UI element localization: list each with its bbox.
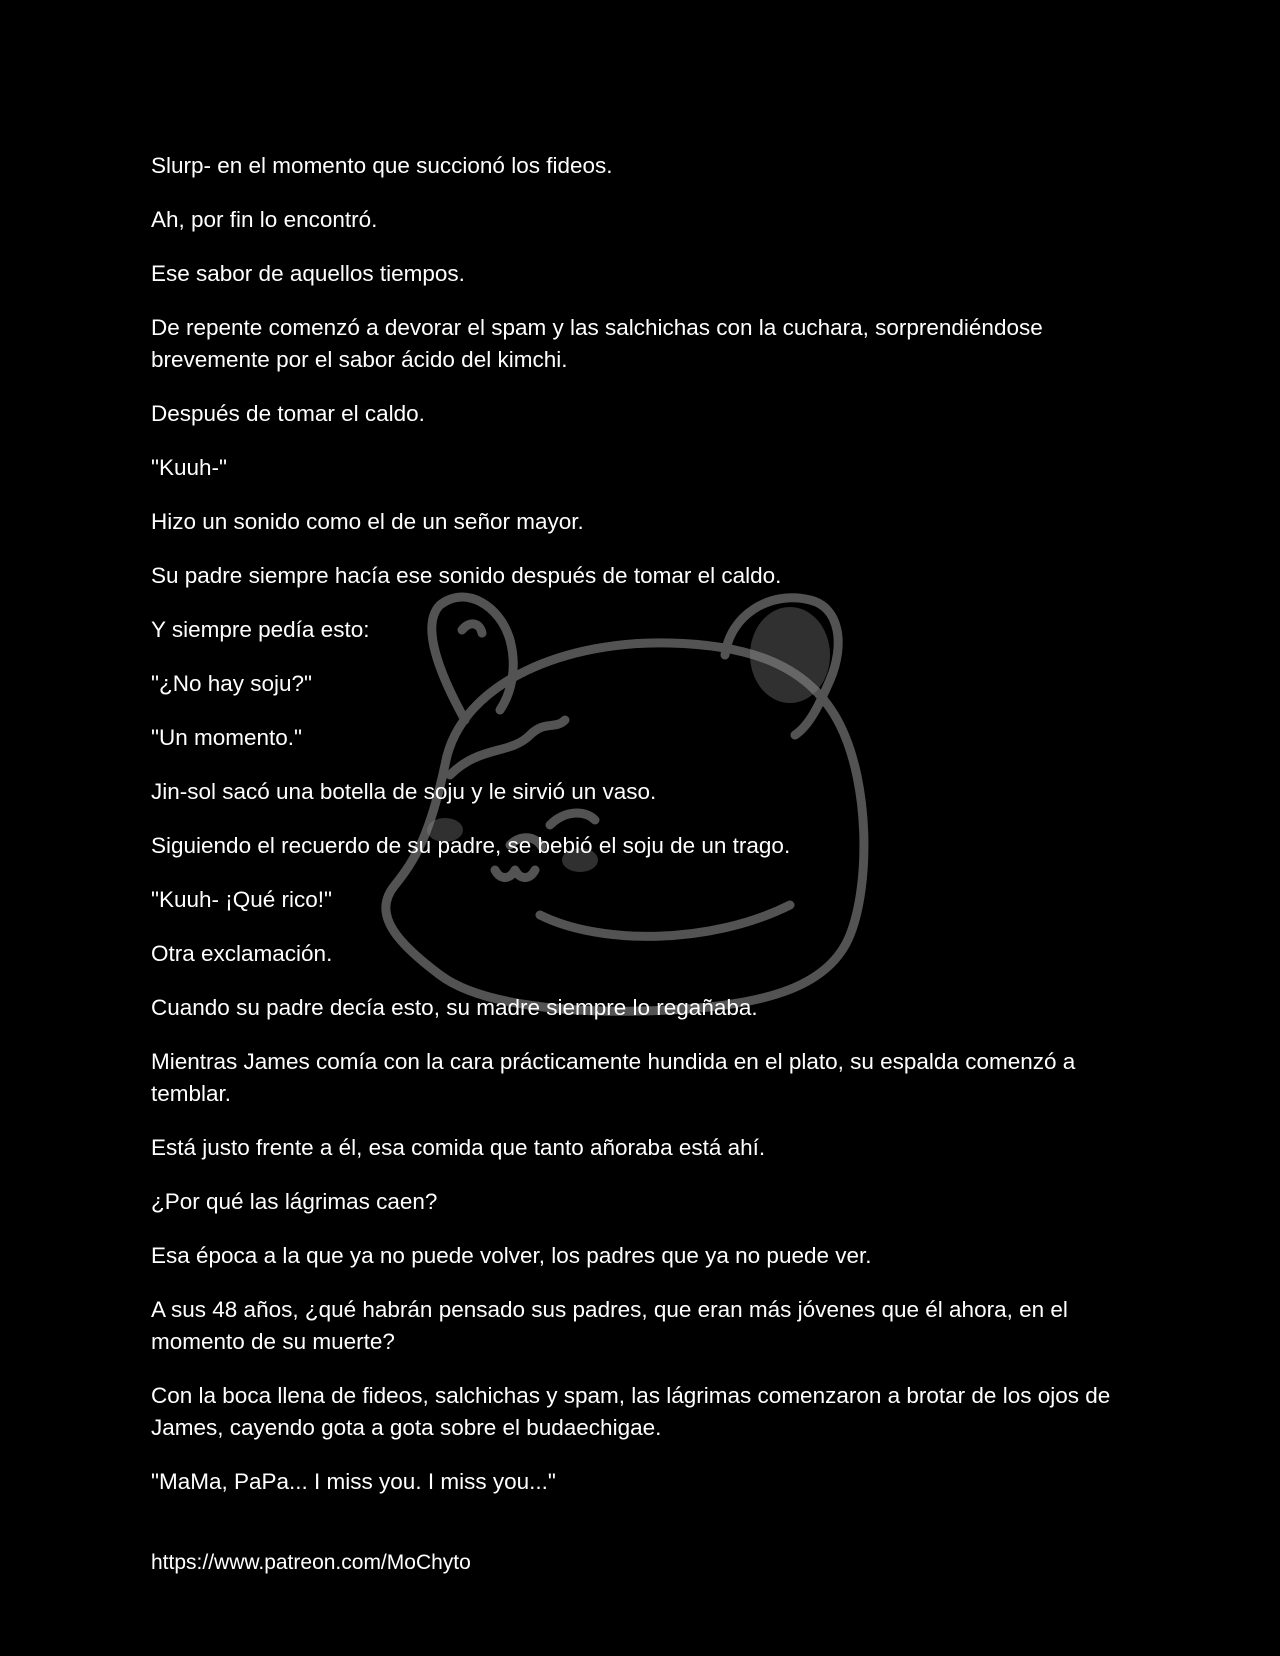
paragraph: Está justo frente a él, esa comida que tanto añoraba está ahí. bbox=[151, 1135, 766, 1160]
patreon-link[interactable]: https://www.patreon.com/MoChyto bbox=[151, 1551, 471, 1574]
paragraph: Otra exclamación. bbox=[151, 941, 333, 966]
paragraph: "Un momento." bbox=[151, 725, 303, 750]
paragraph: Después de tomar el caldo. bbox=[151, 401, 425, 426]
paragraph: Y siempre pedía esto: bbox=[151, 617, 370, 642]
paragraph: Hizo un sonido como el de un señor mayor. bbox=[151, 509, 584, 534]
paragraph: "MaMa, PaPa... I miss you. I miss you..." bbox=[151, 1469, 556, 1494]
paragraph: Ese sabor de aquellos tiempos. bbox=[151, 261, 465, 286]
paragraph: "Kuuh- ¡Qué rico!" bbox=[151, 887, 333, 912]
paragraph: Siguiendo el recuerdo de su padre, se bebió el soju de un trago. bbox=[151, 833, 791, 858]
paragraph: "Kuuh-" bbox=[151, 455, 228, 480]
paragraph: Esa época a la que ya no puede volver, los padres que ya no puede ver. bbox=[151, 1243, 872, 1268]
story-text bbox=[151, 150, 1131, 1520]
paragraph: Slurp- en el momento que succionó los fideos. bbox=[151, 153, 613, 178]
paragraph: Jin-sol sacó una botella de soju y le sirvió un vaso. bbox=[151, 779, 657, 804]
paragraph: "¿No hay soju?" bbox=[151, 671, 313, 696]
paragraph: A sus 48 años, ¿qué habrán pensado sus padres, que eran más jóvenes que él ahora, en el momento de su muerte? bbox=[151, 1297, 1068, 1354]
paragraph: Con la boca llena de fideos, salchichas y spam, las lágrimas comenzaron a brotar de los ojos de James, cayendo gota a gota sobre el budaechigae. bbox=[151, 1383, 1111, 1440]
paragraph: De repente comenzó a devorar el spam y las salchichas con la cuchara, sorprendiéndose brevemente por el sabor ácido del kimchi. bbox=[151, 315, 1043, 372]
paragraph: ¿Por qué las lágrimas caen? bbox=[151, 1189, 438, 1214]
paragraph: Mientras James comía con la cara prácticamente hundida en el plato, su espalda comenzó a temblar. bbox=[151, 1049, 1076, 1106]
paragraph: Cuando su padre decía esto, su madre siempre lo regañaba. bbox=[151, 995, 758, 1020]
paragraph: Ah, por fin lo encontró. bbox=[151, 207, 378, 232]
paragraph: Su padre siempre hacía ese sonido después de tomar el caldo. bbox=[151, 563, 782, 588]
